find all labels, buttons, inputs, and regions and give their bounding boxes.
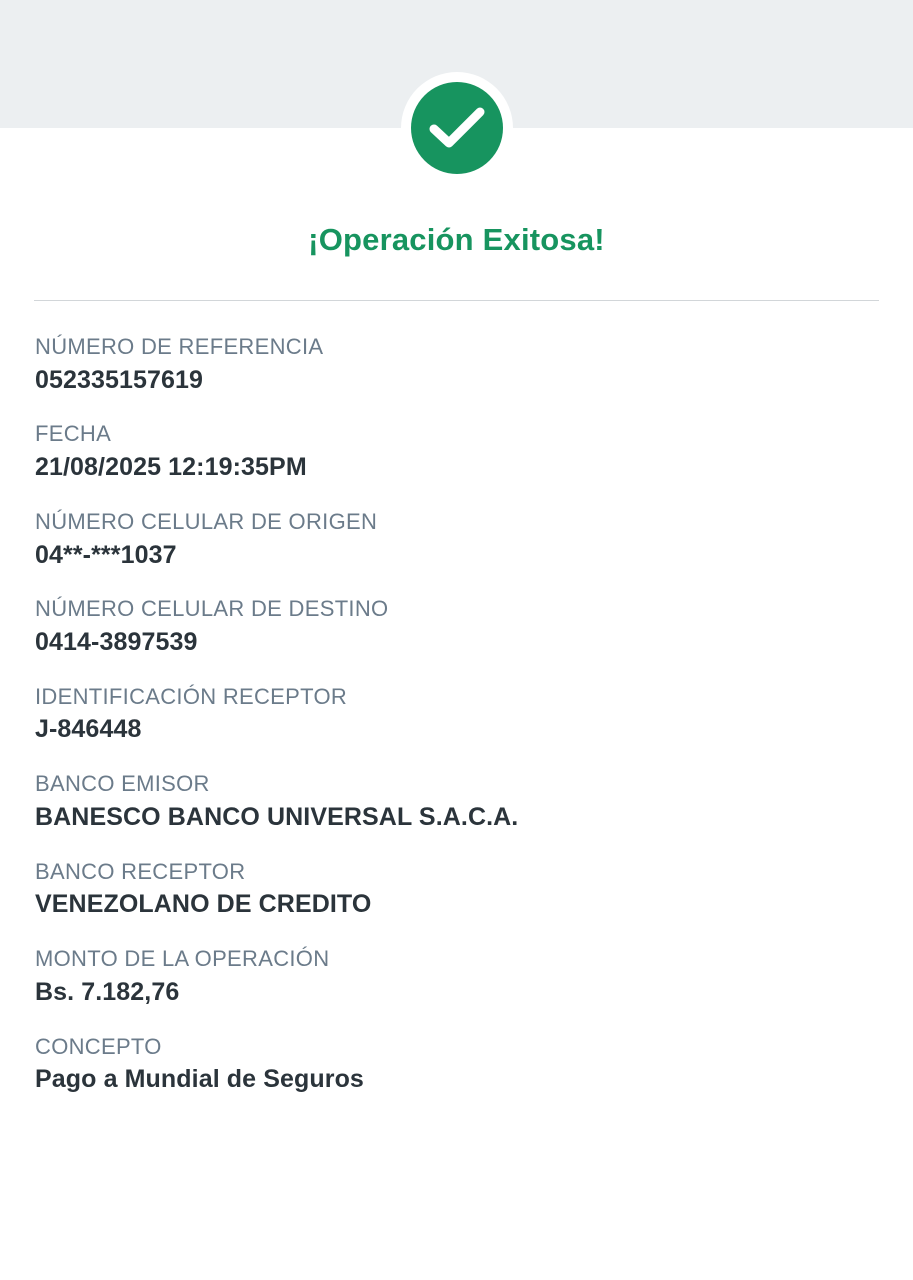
page-title: ¡Operación Exitosa!: [308, 222, 605, 257]
divider: [34, 300, 879, 301]
detail-row: [35, 419, 885, 484]
detail-label: IDENTIFICACIÓN RECEPTOR: [35, 683, 348, 709]
detail-row: [35, 682, 885, 747]
detail-row: [35, 332, 885, 397]
success-badge: [0, 72, 913, 184]
detail-row: [35, 857, 885, 922]
detail-row: [35, 769, 885, 834]
detail-row: [35, 1032, 885, 1097]
detail-label: NÚMERO CELULAR DE ORIGEN: [35, 508, 378, 534]
transaction-details-list: [35, 332, 885, 1119]
check-circle-icon: [411, 82, 503, 174]
detail-value: 04**-***1037: [35, 540, 177, 569]
detail-value: J-846448: [35, 715, 142, 744]
detail-label: MONTO DE LA OPERACIÓN: [35, 946, 330, 972]
success-badge-ring: [401, 72, 513, 184]
detail-label: FECHA: [35, 421, 112, 447]
detail-row: [35, 507, 885, 572]
detail-value: 0414-3897539: [35, 628, 198, 656]
detail-label: NÚMERO CELULAR DE DESTINO: [35, 596, 389, 622]
detail-value: BANESCO BANCO UNIVERSAL S.A.C.A.: [35, 802, 519, 831]
detail-label: NÚMERO DE REFERENCIA: [35, 334, 324, 359]
detail-value: 21/08/2025 12:19:35PM: [35, 453, 307, 482]
detail-row: [35, 944, 885, 1009]
detail-row: [35, 594, 885, 659]
detail-value: Bs. 7.182,76: [35, 977, 180, 1006]
detail-value: Pago a Mundial de Seguros: [35, 1065, 364, 1094]
detail-label: CONCEPTO: [35, 1033, 162, 1059]
detail-label: BANCO EMISOR: [35, 771, 210, 797]
detail-label: BANCO RECEPTOR: [35, 858, 246, 884]
detail-value: 052335157619: [35, 365, 204, 394]
detail-value: VENEZOLANO DE CREDITO: [35, 890, 372, 919]
